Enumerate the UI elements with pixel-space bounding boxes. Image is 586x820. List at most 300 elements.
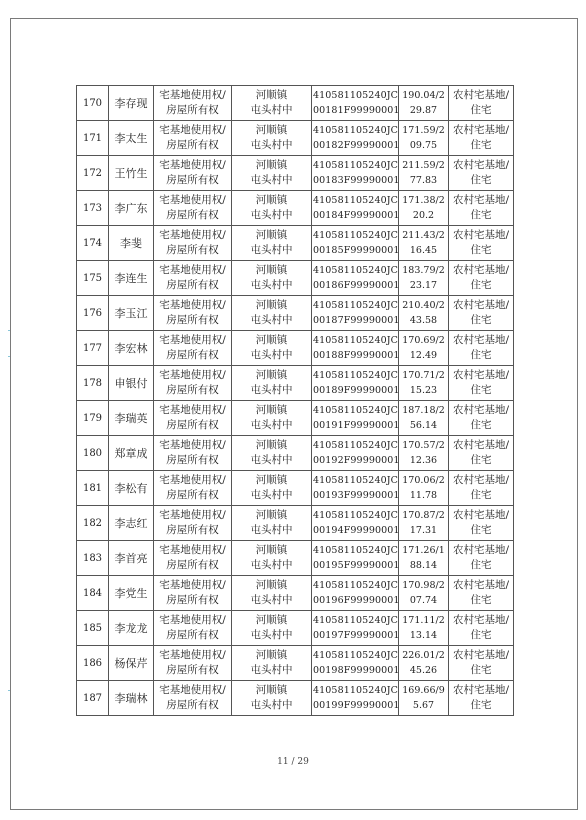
location-cell xyxy=(232,296,312,331)
right-type-cell xyxy=(154,156,232,191)
area-line: 09.75 xyxy=(409,140,438,151)
parcel-code-cell xyxy=(312,296,399,331)
table-row xyxy=(77,226,514,261)
right-type-cell xyxy=(154,86,232,121)
table-row xyxy=(77,191,514,226)
row-number-text: 186 xyxy=(82,657,103,669)
area-line: 23.17 xyxy=(409,280,438,291)
owner-name-text: 郑章成 xyxy=(114,446,148,460)
parcel-code-line: 410581105240JC xyxy=(313,300,399,311)
row-number-text: 181 xyxy=(82,482,103,494)
area-line: 12.36 xyxy=(409,455,438,466)
property-registry-table xyxy=(76,85,514,716)
right-type-line: 宅基地使用权/ xyxy=(159,509,226,521)
row-number-cell xyxy=(77,401,109,436)
land-use-line: 农村宅基地/ xyxy=(452,194,510,206)
land-use-line: 住宅 xyxy=(470,349,492,361)
land-use-cell xyxy=(449,226,514,261)
land-use-line: 住宅 xyxy=(470,699,492,711)
row-number-cell xyxy=(77,611,109,646)
location-line: 屯头村中 xyxy=(250,454,293,466)
right-type-line: 房屋所有权 xyxy=(166,489,219,501)
land-use-cell xyxy=(449,156,514,191)
parcel-code-line: 410581105240JC xyxy=(313,230,399,241)
location-line: 屯头村中 xyxy=(250,349,293,361)
owner-name-cell xyxy=(109,86,154,121)
table-body xyxy=(77,86,514,716)
location-line: 屯头村中 xyxy=(250,524,293,536)
owner-name-cell xyxy=(109,506,154,541)
area-line: 171.59/2 xyxy=(402,125,445,136)
land-use-line: 农村宅基地/ xyxy=(452,579,510,591)
parcel-code-line: 410581105240JC xyxy=(313,580,399,591)
location-cell xyxy=(232,611,312,646)
right-type-line: 房屋所有权 xyxy=(166,699,219,711)
parcel-code-line: 00182F99990001 xyxy=(313,140,400,151)
table-row xyxy=(77,156,514,191)
table-row xyxy=(77,646,514,681)
parcel-code-line: 00194F99990001 xyxy=(313,525,400,536)
land-use-line: 住宅 xyxy=(470,664,492,676)
location-line: 河顺镇 xyxy=(255,89,288,101)
parcel-code-line: 410581105240JC xyxy=(313,440,399,451)
right-type-line: 房屋所有权 xyxy=(166,419,219,431)
right-type-line: 宅基地使用权/ xyxy=(159,474,226,486)
right-type-cell xyxy=(154,121,232,156)
right-type-cell xyxy=(154,366,232,401)
location-line: 河顺镇 xyxy=(255,684,288,696)
parcel-code-line: 410581105240JC xyxy=(313,545,399,556)
owner-name-text: 李党生 xyxy=(114,586,148,600)
row-number-cell xyxy=(77,226,109,261)
area-cell xyxy=(399,576,449,611)
owner-name-cell xyxy=(109,366,154,401)
land-use-cell xyxy=(449,331,514,366)
area-cell xyxy=(399,191,449,226)
location-line: 河顺镇 xyxy=(255,334,288,346)
right-type-line: 房屋所有权 xyxy=(166,314,219,326)
location-line: 屯头村中 xyxy=(250,594,293,606)
row-number-text: 173 xyxy=(82,202,103,214)
parcel-code-line: 410581105240JC xyxy=(313,335,399,346)
area-line: 171.38/2 xyxy=(402,195,445,206)
land-use-line: 农村宅基地/ xyxy=(452,649,510,661)
land-use-line: 农村宅基地/ xyxy=(452,439,510,451)
parcel-code-line: 410581105240JC xyxy=(313,195,399,206)
row-number-cell xyxy=(77,436,109,471)
right-type-cell xyxy=(154,401,232,436)
land-use-line: 农村宅基地/ xyxy=(452,89,510,101)
right-type-line: 房屋所有权 xyxy=(166,209,219,221)
right-type-line: 房屋所有权 xyxy=(166,664,219,676)
area-line: 45.26 xyxy=(409,665,438,676)
row-number-cell xyxy=(77,681,109,716)
parcel-code-cell xyxy=(312,261,399,296)
right-type-line: 宅基地使用权/ xyxy=(159,439,226,451)
area-line: 11.78 xyxy=(409,490,438,501)
right-type-line: 宅基地使用权/ xyxy=(159,579,226,591)
area-line: 17.31 xyxy=(409,525,438,536)
parcel-code-line: 410581105240JC xyxy=(313,125,399,136)
location-line: 屯头村中 xyxy=(250,244,293,256)
right-type-line: 宅基地使用权/ xyxy=(159,369,226,381)
parcel-code-line: 00195F99990001 xyxy=(313,560,400,571)
row-number-cell xyxy=(77,471,109,506)
location-line: 河顺镇 xyxy=(255,474,288,486)
row-number-cell xyxy=(77,541,109,576)
area-line: 29.87 xyxy=(409,105,438,116)
owner-name-text: 李志红 xyxy=(114,516,148,530)
area-line: 77.83 xyxy=(409,175,438,186)
area-line: 15.23 xyxy=(409,385,438,396)
land-use-line: 农村宅基地/ xyxy=(452,614,510,626)
row-number-cell xyxy=(77,366,109,401)
row-number-cell xyxy=(77,121,109,156)
area-cell xyxy=(399,121,449,156)
location-cell xyxy=(232,331,312,366)
table-row xyxy=(77,681,514,716)
right-type-line: 房屋所有权 xyxy=(166,384,219,396)
location-line: 屯头村中 xyxy=(250,664,293,676)
land-use-cell xyxy=(449,401,514,436)
right-type-line: 房屋所有权 xyxy=(166,629,219,641)
area-cell xyxy=(399,611,449,646)
right-type-line: 房屋所有权 xyxy=(166,454,219,466)
table-row xyxy=(77,611,514,646)
right-type-cell xyxy=(154,296,232,331)
right-type-line: 房屋所有权 xyxy=(166,349,219,361)
area-line: 171.26/1 xyxy=(402,545,445,556)
right-type-line: 房屋所有权 xyxy=(166,524,219,536)
land-use-line: 农村宅基地/ xyxy=(452,229,510,241)
land-use-line: 住宅 xyxy=(470,384,492,396)
parcel-code-cell xyxy=(312,156,399,191)
parcel-code-line: 00199F99990001 xyxy=(313,700,400,711)
land-use-line: 住宅 xyxy=(470,209,492,221)
area-line: 170.57/2 xyxy=(402,440,445,451)
right-type-line: 房屋所有权 xyxy=(166,244,219,256)
right-type-cell xyxy=(154,226,232,261)
location-line: 屯头村中 xyxy=(250,314,293,326)
location-line: 屯头村中 xyxy=(250,279,293,291)
parcel-code-cell xyxy=(312,331,399,366)
location-line: 河顺镇 xyxy=(255,229,288,241)
row-number-text: 184 xyxy=(82,587,103,599)
location-cell xyxy=(232,576,312,611)
land-use-cell xyxy=(449,646,514,681)
parcel-code-line: 410581105240JC xyxy=(313,510,399,521)
location-line: 河顺镇 xyxy=(255,439,288,451)
location-line: 屯头村中 xyxy=(250,489,293,501)
area-line: 171.11/2 xyxy=(402,615,445,626)
land-use-cell xyxy=(449,296,514,331)
owner-name-cell xyxy=(109,541,154,576)
owner-name-cell xyxy=(109,331,154,366)
location-line: 河顺镇 xyxy=(255,369,288,381)
owner-name-cell xyxy=(109,296,154,331)
area-cell xyxy=(399,471,449,506)
area-line: 169.66/9 xyxy=(402,685,445,696)
area-line: 211.59/2 xyxy=(402,160,445,171)
right-type-cell xyxy=(154,576,232,611)
location-line: 屯头村中 xyxy=(250,699,293,711)
owner-name-text: 李首亮 xyxy=(114,551,148,565)
location-cell xyxy=(232,226,312,261)
parcel-code-line: 00188F99990001 xyxy=(313,350,400,361)
owner-name-text: 申银付 xyxy=(114,376,148,390)
parcel-code-line: 00193F99990001 xyxy=(313,490,400,501)
row-number-text: 178 xyxy=(82,377,103,389)
owner-name-cell xyxy=(109,401,154,436)
area-line: 170.98/2 xyxy=(402,580,445,591)
row-number-text: 183 xyxy=(82,552,103,564)
land-use-line: 农村宅基地/ xyxy=(452,334,510,346)
parcel-code-line: 410581105240JC xyxy=(313,265,399,276)
area-cell xyxy=(399,366,449,401)
location-line: 屯头村中 xyxy=(250,104,293,116)
location-line: 河顺镇 xyxy=(255,159,288,171)
land-use-cell xyxy=(449,506,514,541)
row-number-cell xyxy=(77,576,109,611)
table-row xyxy=(77,296,514,331)
parcel-code-line: 00186F99990001 xyxy=(313,280,400,291)
area-line: 20.2 xyxy=(412,210,435,221)
location-line: 屯头村中 xyxy=(250,419,293,431)
parcel-code-line: 410581105240JC xyxy=(313,90,399,101)
land-use-line: 住宅 xyxy=(470,454,492,466)
parcel-code-cell xyxy=(312,226,399,261)
right-type-line: 房屋所有权 xyxy=(166,594,219,606)
scan-speck xyxy=(8,330,10,331)
location-cell xyxy=(232,471,312,506)
scan-speck xyxy=(8,690,10,691)
table-row xyxy=(77,436,514,471)
parcel-code-cell xyxy=(312,121,399,156)
location-line: 河顺镇 xyxy=(255,544,288,556)
area-cell xyxy=(399,541,449,576)
parcel-code-line: 00198F99990001 xyxy=(313,665,400,676)
row-number-cell xyxy=(77,331,109,366)
area-line: 12.49 xyxy=(409,350,438,361)
right-type-cell xyxy=(154,331,232,366)
owner-name-text: 李瑞林 xyxy=(114,691,148,705)
row-number-cell xyxy=(77,156,109,191)
location-line: 屯头村中 xyxy=(250,139,293,151)
land-use-cell xyxy=(449,86,514,121)
owner-name-text: 李太生 xyxy=(114,131,148,145)
location-cell xyxy=(232,121,312,156)
parcel-code-line: 410581105240JC xyxy=(313,685,399,696)
land-use-cell xyxy=(449,681,514,716)
owner-name-cell xyxy=(109,226,154,261)
land-use-line: 住宅 xyxy=(470,559,492,571)
parcel-code-line: 410581105240JC xyxy=(313,650,399,661)
location-line: 屯头村中 xyxy=(250,174,293,186)
row-number-text: 180 xyxy=(82,447,103,459)
location-cell xyxy=(232,191,312,226)
owner-name-text: 李连生 xyxy=(114,271,148,285)
location-cell xyxy=(232,646,312,681)
location-line: 河顺镇 xyxy=(255,299,288,311)
land-use-line: 住宅 xyxy=(470,314,492,326)
land-use-cell xyxy=(449,541,514,576)
right-type-cell xyxy=(154,681,232,716)
right-type-line: 宅基地使用权/ xyxy=(159,299,226,311)
area-line: 170.71/2 xyxy=(402,370,445,381)
owner-name-cell xyxy=(109,191,154,226)
owner-name-cell xyxy=(109,156,154,191)
parcel-code-line: 410581105240JC xyxy=(313,475,399,486)
location-line: 河顺镇 xyxy=(255,124,288,136)
owner-name-cell xyxy=(109,436,154,471)
area-line: 07.74 xyxy=(409,595,438,606)
area-line: 190.04/2 xyxy=(402,90,445,101)
parcel-code-line: 00189F99990001 xyxy=(313,385,400,396)
owner-name-text: 李龙龙 xyxy=(114,621,148,635)
parcel-code-cell xyxy=(312,506,399,541)
area-cell xyxy=(399,261,449,296)
parcel-code-cell xyxy=(312,611,399,646)
area-line: 88.14 xyxy=(409,560,438,571)
parcel-code-cell xyxy=(312,541,399,576)
row-number-cell xyxy=(77,296,109,331)
parcel-code-line: 00192F99990001 xyxy=(313,455,400,466)
row-number-text: 179 xyxy=(82,412,103,424)
land-use-line: 农村宅基地/ xyxy=(452,544,510,556)
row-number-text: 175 xyxy=(82,272,103,284)
row-number-cell xyxy=(77,86,109,121)
table-row xyxy=(77,576,514,611)
area-line: 183.79/2 xyxy=(402,265,445,276)
parcel-code-cell xyxy=(312,86,399,121)
table-row xyxy=(77,541,514,576)
right-type-line: 宅基地使用权/ xyxy=(159,334,226,346)
parcel-code-cell xyxy=(312,401,399,436)
parcel-code-cell xyxy=(312,366,399,401)
land-use-line: 农村宅基地/ xyxy=(452,404,510,416)
row-number-text: 187 xyxy=(82,692,103,704)
land-use-line: 住宅 xyxy=(470,419,492,431)
area-cell xyxy=(399,226,449,261)
location-cell xyxy=(232,436,312,471)
right-type-line: 宅基地使用权/ xyxy=(159,194,226,206)
parcel-code-cell xyxy=(312,471,399,506)
location-line: 屯头村中 xyxy=(250,209,293,221)
area-cell xyxy=(399,646,449,681)
table-row xyxy=(77,471,514,506)
area-line: 16.45 xyxy=(409,245,438,256)
right-type-line: 宅基地使用权/ xyxy=(159,124,226,136)
land-use-cell xyxy=(449,191,514,226)
land-use-line: 农村宅基地/ xyxy=(452,264,510,276)
land-use-cell xyxy=(449,436,514,471)
right-type-line: 宅基地使用权/ xyxy=(159,404,226,416)
parcel-code-cell xyxy=(312,681,399,716)
location-line: 河顺镇 xyxy=(255,509,288,521)
location-line: 河顺镇 xyxy=(255,404,288,416)
land-use-line: 住宅 xyxy=(470,139,492,151)
parcel-code-cell xyxy=(312,576,399,611)
area-line: 5.67 xyxy=(412,700,435,711)
parcel-code-line: 00181F99990001 xyxy=(313,105,400,116)
right-type-line: 宅基地使用权/ xyxy=(159,229,226,241)
land-use-cell xyxy=(449,471,514,506)
location-line: 屯头村中 xyxy=(250,559,293,571)
area-line: 13.14 xyxy=(409,630,438,641)
parcel-code-line: 410581105240JC xyxy=(313,160,399,171)
location-cell xyxy=(232,541,312,576)
area-line: 211.43/2 xyxy=(402,230,445,241)
parcel-code-line: 00196F99990001 xyxy=(313,595,400,606)
owner-name-text: 李瑞英 xyxy=(114,411,148,425)
row-number-text: 171 xyxy=(82,132,103,144)
location-cell xyxy=(232,261,312,296)
location-cell xyxy=(232,506,312,541)
right-type-cell xyxy=(154,471,232,506)
owner-name-text: 李松有 xyxy=(114,481,148,495)
land-use-line: 住宅 xyxy=(470,279,492,291)
right-type-line: 房屋所有权 xyxy=(166,104,219,116)
owner-name-cell xyxy=(109,471,154,506)
land-use-cell xyxy=(449,261,514,296)
parcel-code-cell xyxy=(312,191,399,226)
location-line: 屯头村中 xyxy=(250,629,293,641)
parcel-code-line: 00184F99990001 xyxy=(313,210,400,221)
parcel-code-line: 00197F99990001 xyxy=(313,630,400,641)
land-use-line: 农村宅基地/ xyxy=(452,124,510,136)
right-type-line: 宅基地使用权/ xyxy=(159,159,226,171)
owner-name-cell xyxy=(109,611,154,646)
owner-name-text: 李宏林 xyxy=(114,341,148,355)
location-cell xyxy=(232,366,312,401)
owner-name-cell xyxy=(109,681,154,716)
area-line: 170.69/2 xyxy=(402,335,445,346)
land-use-cell xyxy=(449,576,514,611)
location-cell xyxy=(232,156,312,191)
table-row xyxy=(77,506,514,541)
area-cell xyxy=(399,86,449,121)
area-cell xyxy=(399,296,449,331)
land-use-line: 农村宅基地/ xyxy=(452,159,510,171)
right-type-cell xyxy=(154,191,232,226)
area-cell xyxy=(399,331,449,366)
area-cell xyxy=(399,436,449,471)
table-row xyxy=(77,331,514,366)
land-use-line: 农村宅基地/ xyxy=(452,509,510,521)
owner-name-cell xyxy=(109,576,154,611)
right-type-line: 宅基地使用权/ xyxy=(159,89,226,101)
row-number-text: 182 xyxy=(82,517,103,529)
owner-name-cell xyxy=(109,261,154,296)
land-use-cell xyxy=(449,121,514,156)
right-type-cell xyxy=(154,646,232,681)
page-number: 11 / 29 xyxy=(277,757,309,767)
right-type-line: 宅基地使用权/ xyxy=(159,544,226,556)
land-use-line: 住宅 xyxy=(470,524,492,536)
land-use-cell xyxy=(449,611,514,646)
location-cell xyxy=(232,401,312,436)
right-type-cell xyxy=(154,541,232,576)
location-line: 河顺镇 xyxy=(255,614,288,626)
table-row xyxy=(77,86,514,121)
land-use-line: 住宅 xyxy=(470,489,492,501)
owner-name-cell xyxy=(109,121,154,156)
area-line: 56.14 xyxy=(409,420,438,431)
land-use-line: 住宅 xyxy=(470,594,492,606)
right-type-line: 宅基地使用权/ xyxy=(159,649,226,661)
area-line: 187.18/2 xyxy=(402,405,445,416)
owner-name-cell xyxy=(109,646,154,681)
